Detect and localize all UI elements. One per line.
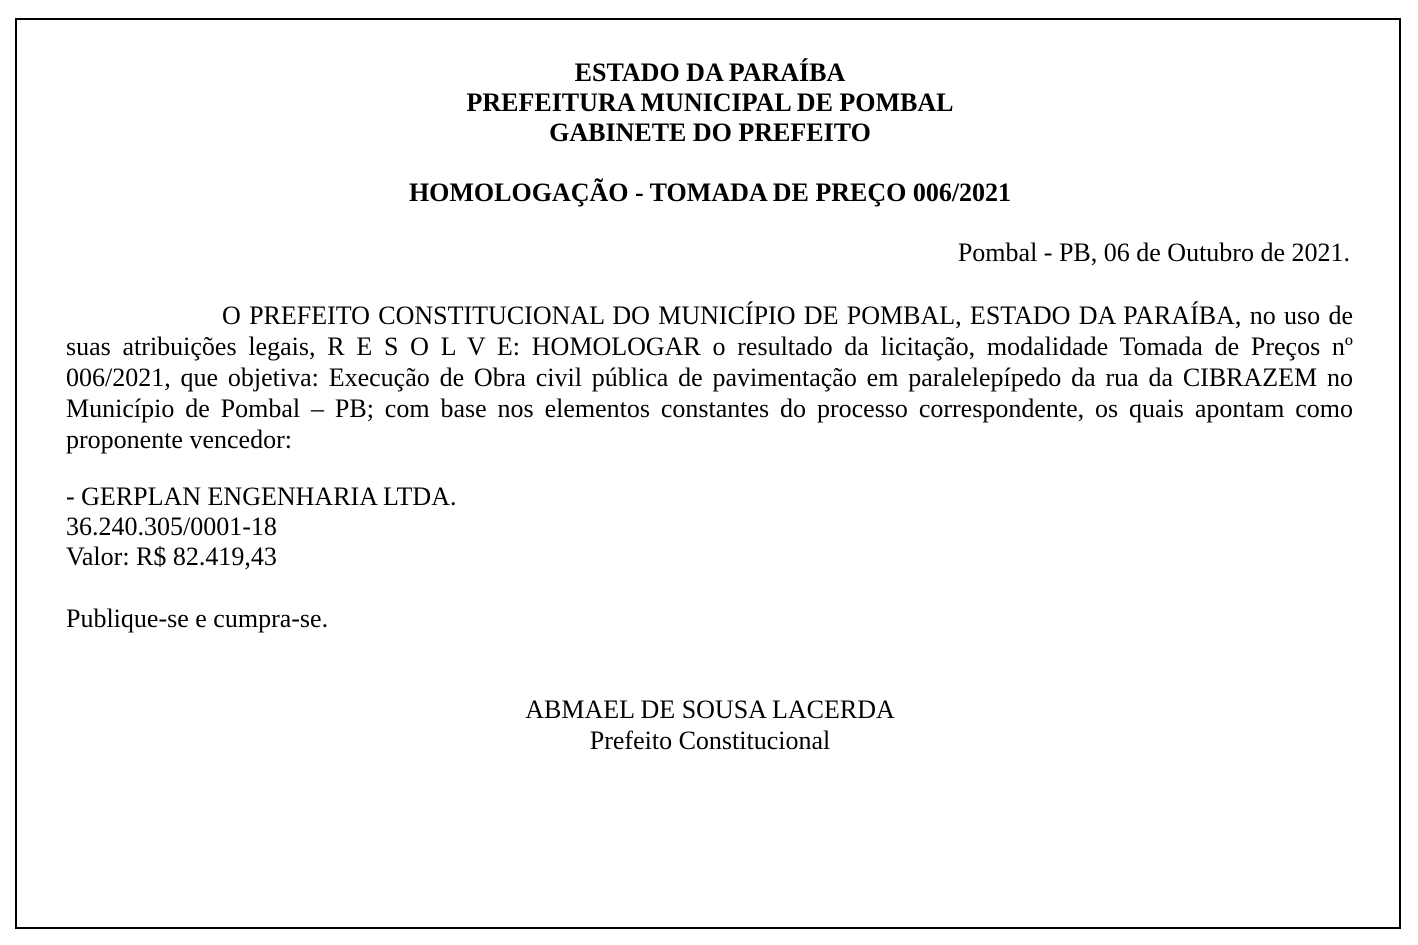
closing-text: Publique-se e cumpra-se. xyxy=(66,604,329,633)
document-title: HOMOLOGAÇÃO - TOMADA DE PREÇO 006/2021 xyxy=(408,178,1012,207)
document-frame xyxy=(15,18,1401,929)
winner-value: Valor: R$ 82.419,43 xyxy=(66,542,277,571)
body-paragraph: O PREFEITO CONSTITUCIONAL DO MUNICÍPIO DE POMBAL, ESTADO DA PARAÍBA, no uso de suas atribuições legais, R E S O L V E: HOMOLOGAR o resultado da licitação, modalidade Tomada de Preços nº 006/2021, que objetiva: Execução de Obra civil pública de pavimentação em paralelepípedo da rua da CIBRAZEM no Município de Pombal – PB; com base nos elementos constantes do processo correspondente, os quais apontam como proponente vencedor: xyxy=(66,301,1353,454)
header-office: GABINETE DO PREFEITO xyxy=(549,118,871,147)
signature-name: ABMAEL DE SOUSA LACERDA xyxy=(525,695,895,724)
signature-role: Prefeito Constitucional xyxy=(589,726,831,755)
header-state: ESTADO DA PARAÍBA xyxy=(574,58,846,87)
signature-block xyxy=(17,694,1403,756)
winner-name: - GERPLAN ENGENHARIA LTDA. xyxy=(66,482,457,511)
dateline: Pombal - PB, 06 de Outubro de 2021. xyxy=(957,238,1350,267)
header-municipality: PREFEITURA MUNICIPAL DE POMBAL xyxy=(466,88,954,117)
winner-cnpj: 36.240.305/0001-18 xyxy=(66,512,277,541)
winner-block xyxy=(66,482,456,572)
document-header xyxy=(17,58,1403,148)
